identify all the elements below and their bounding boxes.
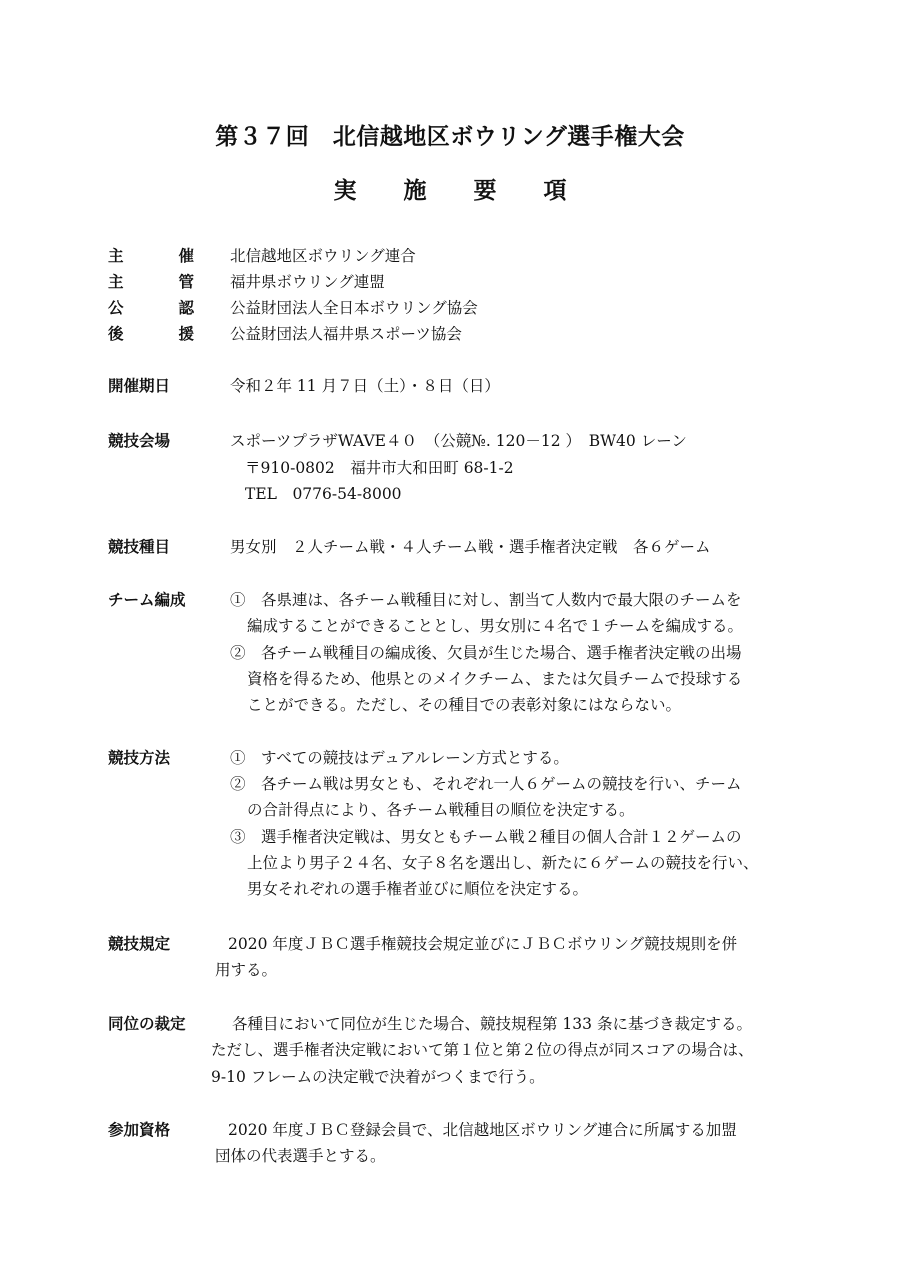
document-subtitle: 実 施 要 項	[333, 178, 579, 204]
method-line: ③ 選手権者決定戦は、男女ともチーム戦２種目の個人合計１２ゲームの	[230, 828, 742, 846]
dates-label: 開催期日	[108, 377, 171, 395]
method-line: ② 各チーム戦は男女とも、それぞれ一人６ゲームの競技を行い、チーム	[230, 775, 742, 793]
team-formation-line: ② 各チーム戦種目の編成後、欠員が生じた場合、選手権者決定戦の出場	[230, 644, 742, 662]
method-line: の合計得点により、各チーム戦種目の順位を決定する。	[247, 801, 635, 819]
organizer-label: 主 催	[108, 247, 194, 265]
venue-address: 〒910-0802 福井市大和田町 68-1-2	[245, 459, 514, 477]
management-label: 主 管	[108, 273, 194, 291]
rules-label: 競技規定	[108, 935, 171, 953]
management-value: 福井県ボウリング連盟	[230, 273, 385, 291]
document-title: 第３７回 北信越地区ボウリング選手権大会	[215, 124, 685, 150]
ties-line: 9-10 フレームの決定戦で決着がつくまで行う。	[211, 1068, 545, 1086]
team-formation-line: 資格を得るため、他県とのメイクチーム、または欠員チームで投球する	[247, 670, 743, 688]
venue-line: スポーツプラザWAVE４０ （公競№. 120－12 ） BW40 レーン	[230, 432, 687, 450]
venue-label: 競技会場	[108, 432, 171, 450]
team-formation-label: チーム編成	[108, 591, 186, 609]
method-line: 上位より男子２４名、女子８名を選出し、新たに６ゲームの競技を行い、	[247, 854, 759, 872]
events-value: 男女別 ２人チーム戦・４人チーム戦・選手権者決定戦 各６ゲーム	[230, 538, 711, 556]
ties-line: 各種目において同位が生じた場合、競技規程第 133 条に基づき裁定する。	[232, 1015, 752, 1033]
ties-line: ただし、選手権者決定戦において第１位と第２位の得点が同スコアの場合は、	[211, 1041, 754, 1059]
rules-line: 2020 年度ＪＢＣ選手権競技会規定並びにＪＢＣボウリング競技規則を併	[228, 935, 738, 953]
sanction-label: 公 認	[108, 299, 194, 317]
support-value: 公益財団法人福井県スポーツ協会	[230, 325, 462, 343]
team-formation-line: ① 各県連は、各チーム戦種目に対し、割当て人数内で最大限のチームを	[230, 591, 742, 609]
eligibility-line: 団体の代表選手とする。	[215, 1147, 386, 1165]
ties-label: 同位の裁定	[108, 1015, 186, 1033]
dates-value: 令和２年 11 月７日（土）・８日（日）	[230, 377, 500, 395]
support-label: 後 援	[108, 325, 194, 343]
team-formation-line: ことができる。ただし、その種目での表彰対象にはならない。	[247, 696, 682, 714]
method-label: 競技方法	[108, 749, 171, 767]
eligibility-line: 2020 年度ＪＢＣ登録会員で、北信越地区ボウリング連合に所属する加盟	[228, 1121, 737, 1139]
method-line: 男女それぞれの選手権者並びに順位を決定する。	[247, 880, 589, 898]
events-label: 競技種目	[108, 538, 171, 556]
eligibility-label: 参加資格	[108, 1121, 171, 1139]
method-line: ① すべての競技はデュアルレーン方式とする。	[230, 749, 569, 767]
team-formation-line: 編成することができることとし、男女別に４名で１チームを編成する。	[247, 617, 744, 635]
sanction-value: 公益財団法人全日本ボウリング協会	[230, 299, 478, 317]
venue-phone: TEL 0776-54-8000	[245, 485, 402, 503]
rules-line: 用する。	[215, 961, 278, 979]
organizer-value: 北信越地区ボウリング連合	[230, 247, 416, 265]
